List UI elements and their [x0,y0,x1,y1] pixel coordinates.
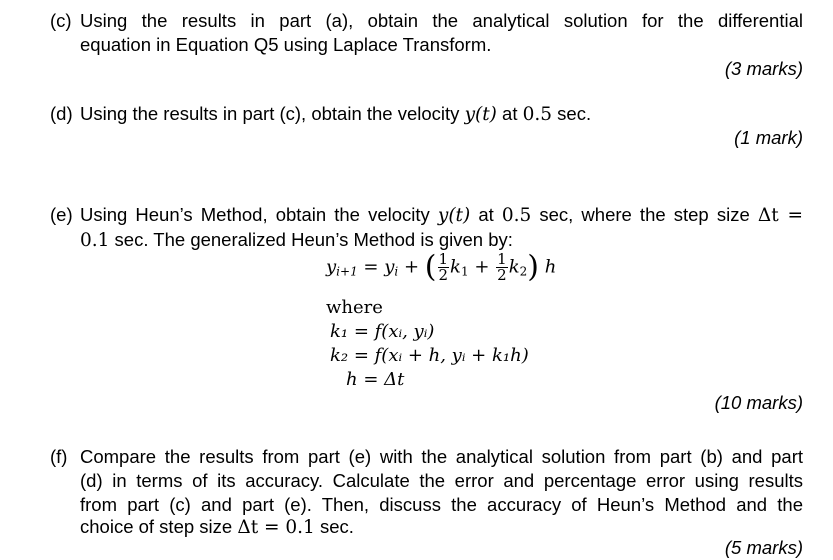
fraction-denominator: 2 [438,266,449,284]
formula-plus: + [468,256,496,278]
part-d-text-before: Using the results in part (c), obtain the velocity [80,103,465,124]
part-c-label: (c) [50,10,72,31]
part-f-text-line4 [80,515,354,540]
part-f-text-line1: Compare the results from part (e) with the analytical solution from part (b) and part [80,446,803,467]
part-e-label: (e) [50,204,73,225]
part-f-text-line4-before: choice of step size [80,516,238,537]
formula-k2-subscript: 2 [519,264,528,279]
fraction-denominator: 2 [497,266,507,284]
formula-lhs-subscript: i+1 [336,264,358,279]
where-label: where [326,297,383,318]
part-c-text-line2: equation in Equation Q5 using Laplace Transform. [80,34,492,55]
part-e-marks: (10 marks) [714,392,803,413]
part-e-text-mid: at [470,204,502,225]
step-size-value: Δt = 0.1 [237,517,315,538]
formula-k1: k [450,256,461,278]
step-symbol: Δt = [757,205,803,226]
fraction-numerator: 1 [438,250,449,268]
k2-definition: k₂ = f(xᵢ + h, yᵢ + k₁h) [330,345,529,366]
k1-definition: k₁ = f(xᵢ, yᵢ) [330,321,435,342]
velocity-variable: y(t) [464,104,497,125]
part-d-text-after: sec. [552,103,592,124]
formula-y-subscript: i [394,264,399,279]
part-d-marks: (1 mark) [734,127,803,148]
part-f-text-line2: (d) in terms of its accuracy. Calculate the error and percentage error using results [80,470,803,491]
part-e-text-line1 [80,203,803,228]
heun-formula [326,249,557,285]
part-e-text-after: sec, where the step size [531,204,758,225]
part-c-marks: (3 marks) [724,58,803,79]
part-e-text-before: Using Heun’s Method, obtain the velocity [80,204,438,225]
velocity-variable: y(t) [437,205,471,226]
fraction-half-1 [438,252,450,283]
formula-k1-subscript: 1 [460,264,469,279]
part-c-text-line1: Using the results in part (a), obtain the analytical solution for the differential [80,10,803,31]
formula-plus: + [398,256,425,278]
time-value: 0.5 [501,205,532,226]
part-d-label: (d) [50,103,73,124]
time-value: 0.5 [522,104,553,125]
part-f-text-line4-after: sec. [314,516,354,537]
formula-k2: k [508,256,520,278]
part-f-label: (f) [50,446,68,467]
part-f-text-line3: from part (c) and part (e). Then, discuss the accuracy of Heun’s Method and the [80,494,803,515]
formula-equals: = [357,256,385,278]
fraction-half-2 [496,252,508,283]
part-d-text [80,102,591,127]
right-paren: ) [527,249,539,285]
formula-y: y [384,256,395,278]
part-d-text-mid: at [496,103,523,124]
step-value: 0.1 [80,230,110,251]
formula-lhs: y [326,256,337,278]
left-paren: ( [424,249,437,285]
fraction-numerator: 1 [497,250,507,268]
part-f-marks: (5 marks) [724,537,803,558]
part-e-text-line2-after: sec. The generalized Heun’s Method is given by: [109,229,513,250]
h-definition: h = Δt [346,369,405,390]
formula-h: h [544,256,557,278]
